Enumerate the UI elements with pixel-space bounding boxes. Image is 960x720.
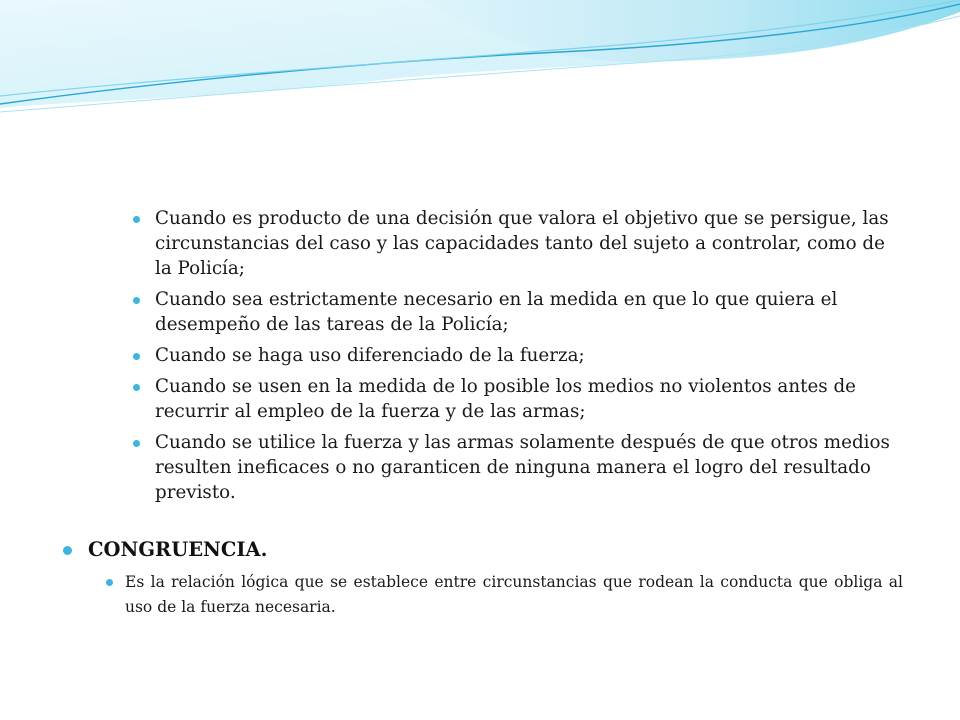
list-item: Cuando sea estrictamente necesario en la medida en que lo que quiera el desempeño de las tareas de la Policía; — [155, 287, 895, 337]
list-item: Cuando se utilice la fuerza y las armas solamente después de que otros medios resulten ineficaces o no garanticen de ninguna manera el logro del resultado previsto. — [155, 430, 895, 505]
criteria-list — [155, 206, 895, 511]
list-item: Cuando es producto de una decisión que valora el objetivo que se persigue, las circunstancias del caso y las capacidades tanto del sujeto a controlar, como de la Policía; — [155, 206, 895, 281]
section-description: Es la relación lógica que se establece entre circunstancias que rodean la conducta que obliga al uso de la fuerza necesaria. — [125, 570, 903, 620]
section-description-list — [125, 570, 903, 620]
section-heading: CONGRUENCIA. — [88, 535, 888, 565]
list-item: Cuando se haga uso diferenciado de la fuerza; — [155, 343, 895, 368]
list-item: Cuando se usen en la medida de lo posible los medios no violentos antes de recurrir al empleo de la fuerza y de las armas; — [155, 374, 895, 424]
